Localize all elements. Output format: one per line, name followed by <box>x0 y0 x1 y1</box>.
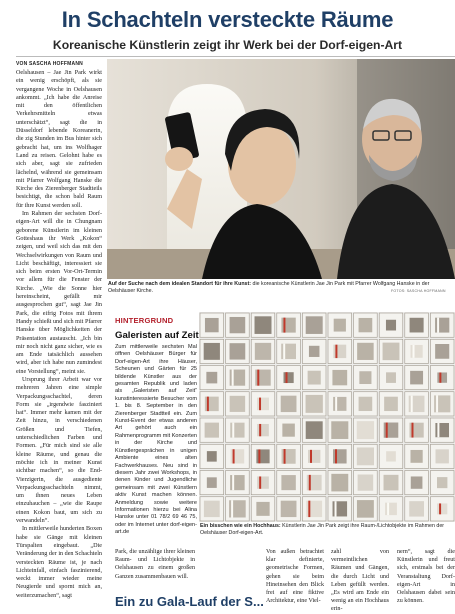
artwork-box <box>226 471 250 495</box>
artwork-box <box>302 471 326 495</box>
artwork-box <box>430 444 454 468</box>
artwork-box <box>379 339 403 363</box>
artwork-box <box>405 418 429 442</box>
artwork-box <box>302 392 326 416</box>
artwork-box <box>200 444 224 468</box>
artwork-box <box>379 471 403 495</box>
artwork-box <box>200 339 224 363</box>
byline: VON SASCHA HOFFMANN <box>16 61 83 67</box>
artwork-box <box>302 497 326 521</box>
article-column-bottom: Von außen betrachtet klar definierte, geometrische Formen, gehen sie beim Hineinsehen den Blick frei auf eine fiktive Architektur, eine Viel- <box>266 549 324 605</box>
artwork-box <box>328 313 352 337</box>
header-rule <box>16 56 455 57</box>
artwork-box <box>277 366 301 390</box>
artwork-box <box>379 392 403 416</box>
article-paragraph: Ursprung ihrer Arbeit war vor mehreren Jahren eine simple Verpackungsschachtel, deren Form sie „irgendwie fasziniert hat“. Immer mehr kamen mit der Zeit hinzu, in verschiedenen Größen und Tiefen, unterschiedlichen Farben und Formen. „Für mich sind sie alle kleine Räume, und genau die möchte ich in meiner Kunst sichtbar machen“, so die End-Vierzigerin, die ausgediente Verpackungsschachteln nimmt, um ihnen neues Leben einzuhauchen – „wie die Raupe einen Kokon baut, um sich zu verwandeln“. <box>16 376 102 525</box>
next-article-headline: Ein zu Gala-Lauf der S... <box>115 594 264 609</box>
artwork-box <box>328 471 352 495</box>
artwork-box <box>328 497 352 521</box>
artwork-box <box>251 444 275 468</box>
artwork-box <box>277 392 301 416</box>
photo2-caption <box>200 523 452 537</box>
photo2-caption-lead: Ein bisschen wie ein Hochhaus: <box>200 523 281 529</box>
artwork-box <box>354 497 378 521</box>
artwork-box <box>430 471 454 495</box>
artwork-box <box>302 444 326 468</box>
artwork-box <box>200 392 224 416</box>
artwork-box <box>226 444 250 468</box>
photo-credit: FOTOS: SASCHA HOFFMANN <box>391 289 446 293</box>
artwork-box <box>277 497 301 521</box>
artwork-box <box>200 497 224 521</box>
artwork-box <box>328 339 352 363</box>
artwork-box <box>405 392 429 416</box>
photo1-caption-text: die koreanische Künstlerin Jae Jin Park mit Pfarrer Wolfgang Hanske in der Oelshäuser Kirche. <box>108 281 430 294</box>
artwork-box <box>226 339 250 363</box>
artwork-box <box>354 313 378 337</box>
headline: In Schachteln versteckte Räume <box>61 7 394 32</box>
artwork-box <box>251 418 275 442</box>
artwork-photo <box>199 312 455 522</box>
artwork-box <box>405 366 429 390</box>
artwork-box <box>405 313 429 337</box>
sidebar-text: Zum mittlerweile sechsten Mal öffnen Oelshäuser Bürger für Dorf-eigen-Art ihre Häuser, Scheunen und Gärten für 25 bildende Künstler aus der gesamten Republik und laden als „Galeristen auf Zeit“ kunstinteressierte Besucher vom 1. bis 8. September in den Zierenberger Stadtteil ein. Zum Kunst-Event der etwas anderen Art gehört auch ein Rahmenprogramm mit Konzerten in der Kirche und Künstlergesprächen in unigen Ambiente eines alten Fachwerkhauses. Neu sind in diesem Jahr zwei Workshops, in denen Kinder und Jugendliche gemeinsam mit zwei Künstlern aktiv Kunst machen können. Anmeldung sowie weitere Informationen hierzu bei Alina Hanske unter 01 78/2 69 46 75, oder im Internet unter dorf-eigen-art.de <box>115 344 198 536</box>
artwork-box <box>226 392 250 416</box>
artwork-box <box>302 418 326 442</box>
artwork-box <box>379 444 403 468</box>
artwork-box <box>328 418 352 442</box>
artwork-box <box>302 313 326 337</box>
sidebar-headline: Galeristen auf Zeit <box>115 330 199 341</box>
artwork-box <box>277 418 301 442</box>
artwork-box <box>277 339 301 363</box>
article-column-bottom: nern“, sagt die Künstlerin und freut sich, erstmals bei der Veranstaltung Dorf-eigen-Art in Oelshausen dabei sein zu können. <box>397 549 455 605</box>
artwork-box <box>226 366 250 390</box>
artwork-box <box>430 339 454 363</box>
artwork-box <box>430 418 454 442</box>
artwork-box <box>277 471 301 495</box>
artwork-box <box>200 471 224 495</box>
artwork-box <box>379 366 403 390</box>
artwork-box <box>200 313 224 337</box>
artwork-box <box>226 497 250 521</box>
artwork-box <box>430 313 454 337</box>
artwork-box <box>354 444 378 468</box>
artwork-box <box>302 339 326 363</box>
artwork-box <box>251 339 275 363</box>
artwork-box <box>430 497 454 521</box>
article-paragraph: In mittlerweile hunderten Boxen habe sie Gänge mit kleinen Türspalten eingebaut. „Die Veränderung der in den Schachteln versteckten Räume ist, je nach Lichteinfall, einfach faszinierend, weckt immer wieder meine Neugierde und spornt mich an, weiterzumachen“, sagt <box>16 526 102 599</box>
artwork-box <box>430 392 454 416</box>
artwork-box <box>277 313 301 337</box>
photo1-caption-lead: Auf der Suche nach dem idealen Standort für ihre Kunst: <box>108 281 252 287</box>
article-paragraph: Im Rahmen der sechsten Dorf-eigen-Art will die in Chungnam geborene Künstlerin im kleinen Gotteshaus ihr Werk „Kokon“ zeigen, und weil sich das mit den Wechselwirkungen von Raum und Licht beschäftigt, interessiert sie sich beim ersten Vor-Ort-Termin vor allem für die Fenster der Kirche. „Wie die Sonne hier hereinscheint, gefällt mir ausgesprochen gut“, sagt Jae Jin Park, die eifrig Fotos mit ihrem Handy schießt und sich mit Pfarrer Hanske über Möglichkeiten der Präsentation austauscht. „Ich bin mir noch nicht ganz sicher, wie es am Ende tatsächlich aussehen wird, aber ich habe nun zumindest eine Vorstellung“, meint sie. <box>16 211 102 375</box>
artwork-box <box>379 497 403 521</box>
photo2-caption-text: Künstlerin Jae Jin Park zeigt ihre Raum-/Lichtobjekte im Rahmen der Oelshäuser Dorf-eigen-Art. <box>200 523 445 536</box>
article-column-bottom: zahl von vermeintlichen Räumen und Gängen, die durch Licht und Leben gefüllt werden. „Es wird am Ende ein wenig an ein Hochhaus erin- <box>331 549 389 613</box>
artwork-box <box>251 471 275 495</box>
artwork-box <box>251 392 275 416</box>
artwork-box <box>226 418 250 442</box>
artwork-box <box>200 366 224 390</box>
artwork-box <box>251 497 275 521</box>
artwork-box <box>405 444 429 468</box>
artwork-box <box>354 471 378 495</box>
artwork-box <box>379 313 403 337</box>
artwork-box <box>328 392 352 416</box>
artwork-box <box>405 497 429 521</box>
artwork-box <box>354 418 378 442</box>
sidebar-tag: HINTERGRUND <box>115 316 174 325</box>
article-column <box>16 69 102 599</box>
artwork-box <box>354 339 378 363</box>
artwork-box <box>200 418 224 442</box>
artwork-box <box>379 418 403 442</box>
artwork-box <box>328 444 352 468</box>
article-paragraph: Oelshausen – Jae Jin Park wirkt ein wenig erschöpft, als sie vergangene Woche in Oelshausen ankommt. „Ich habe die Anreise mit den öffentlichen Verkehrsmitteln etwas unterschätzt“, sagt die in Düsseldorf lebende Koreanerin, die zig Stunden im Bus hinter sich gebracht hat, um ins Wolfhager Land zu reisen. Gelohnt habe es sich aber, sagt sie zufrieden lächelnd, während sie gemeinsam mit Pfarrer Wolfgang Hanske die Kirche des Zierenberger Stadtteils besichtigt, die schon bald Raum für ihre Kunst werden soll. <box>16 70 102 209</box>
article-column-bottom: Park, die unzählige ihrer kleinen Raum- und Lichtobjekte in Oelshausen zu einem großen Ganzen zusammenbauen will. <box>115 549 195 580</box>
artwork-box <box>277 444 301 468</box>
artwork-box <box>251 313 275 337</box>
artwork-box <box>251 366 275 390</box>
artwork-box <box>328 366 352 390</box>
artwork-box <box>354 366 378 390</box>
artwork-box <box>354 392 378 416</box>
artwork-box <box>405 339 429 363</box>
artwork-box <box>430 366 454 390</box>
artist-photo-illustration <box>107 59 455 279</box>
artwork-box <box>405 471 429 495</box>
artist-photo <box>107 59 455 279</box>
top-edge <box>0 0 455 3</box>
subheadline: Koreanische Künstlerin zeigt ihr Werk bei der Dorf-eigen-Art <box>52 38 403 52</box>
artwork-box <box>302 366 326 390</box>
artwork-boxes-illustration <box>199 312 455 522</box>
artwork-box <box>226 313 250 337</box>
